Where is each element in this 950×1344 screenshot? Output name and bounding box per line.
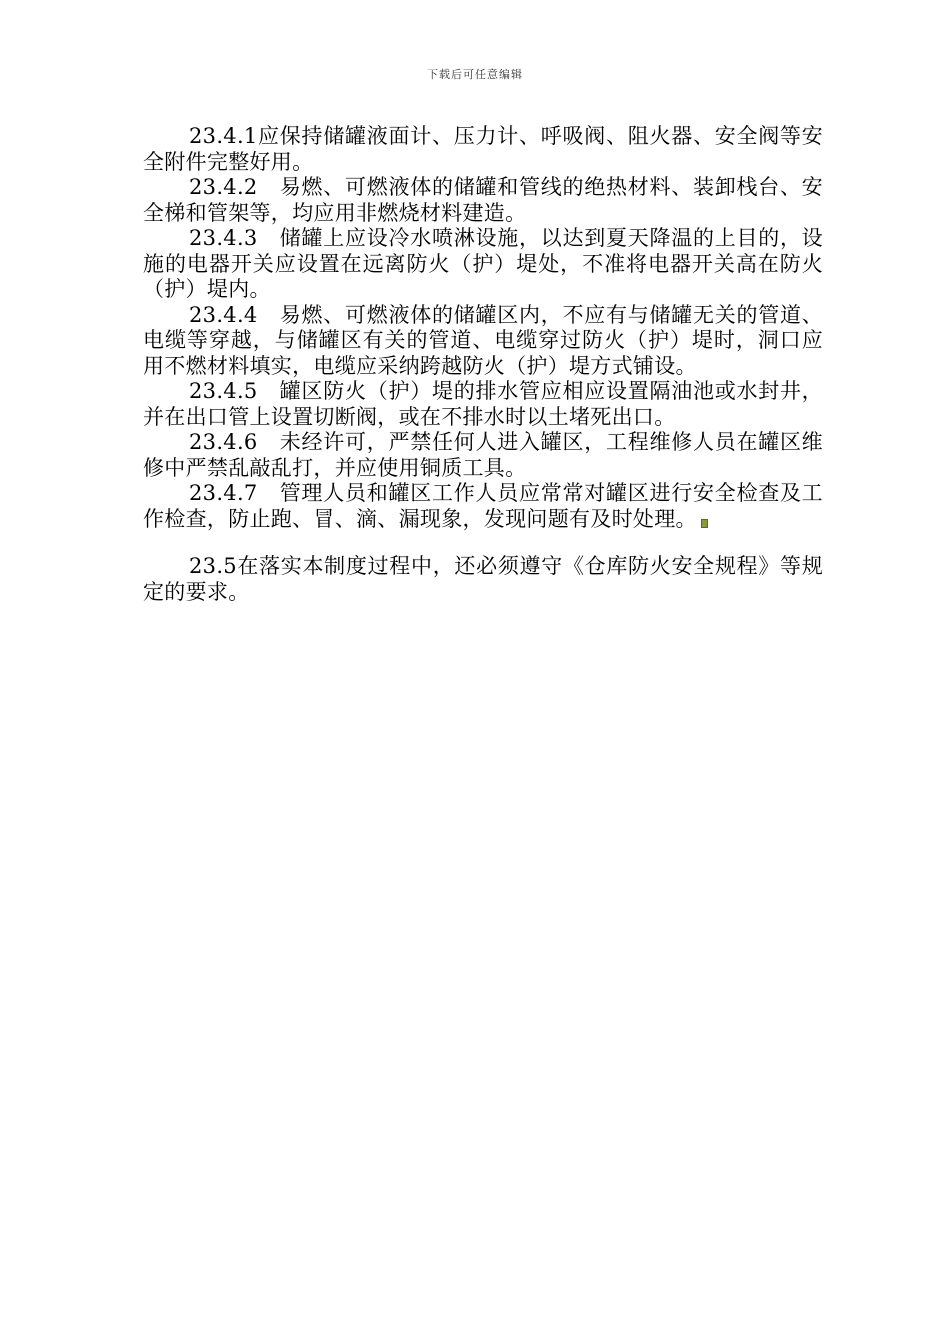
- paragraph-23-5: 23.5在落实本制度过程中，还必须遵守《仓库防火安全规程》等规定的要求。: [143, 554, 823, 604]
- paragraph-23-4-3: 23.4.3 储罐上应设冷水喷淋设施，以达到夏天降温的上目的，设施的电器开关应设置在远离防火（护）堤处，不准将电器开关高在防火（护）堤内。: [143, 226, 823, 301]
- paragraph-23-4-2: 23.4.2 易燃、可燃液体的储罐和管线的绝热材料、装卸栈台、安全梯和管架等，均应用非燃烧材料建造。: [143, 175, 823, 225]
- paragraph-23-4-4: 23.4.4 易燃、可燃液体的储罐区内，不应有与储罐无关的管道、电缆等穿越，与储罐区有关的管道、电缆穿过防火（护）堤时，洞口应用不燃材料填实，电缆应采纳跨越防火（护）堤方式铺设。: [143, 302, 823, 378]
- paragraph-gap: [143, 532, 823, 554]
- document-body: [143, 124, 823, 605]
- paragraph-23-4-5: 23.4.5 罐区防火（护）堤的排水管应相应设置隔油池或水封井，并在出口管上设置切断阀，或在不排水时以土堵死出口。: [143, 379, 823, 429]
- paragraph-23-4-1: 23.4.1应保持储罐液面计、压力计、呼吸阀、阻火器、安全阀等安全附件完整好用。: [143, 124, 823, 174]
- paragraph-23-4-6: 23.4.6 未经许可，严禁任何人进入罐区，工程维修人员在罐区维修中严禁乱敲乱打，并应使用铜质工具。: [143, 430, 823, 480]
- paragraph-23-4-7-text: 23.4.7 管理人员和罐区工作人员应常常对罐区进行安全检查及工作检查，防止跑、冒、滴、漏现象，发现问题有及时处理。: [143, 481, 823, 531]
- paragraph-23-4-7: [143, 481, 823, 532]
- section-end-mark-icon: [701, 519, 708, 528]
- page-header: 下载后可任意编辑: [427, 68, 523, 81]
